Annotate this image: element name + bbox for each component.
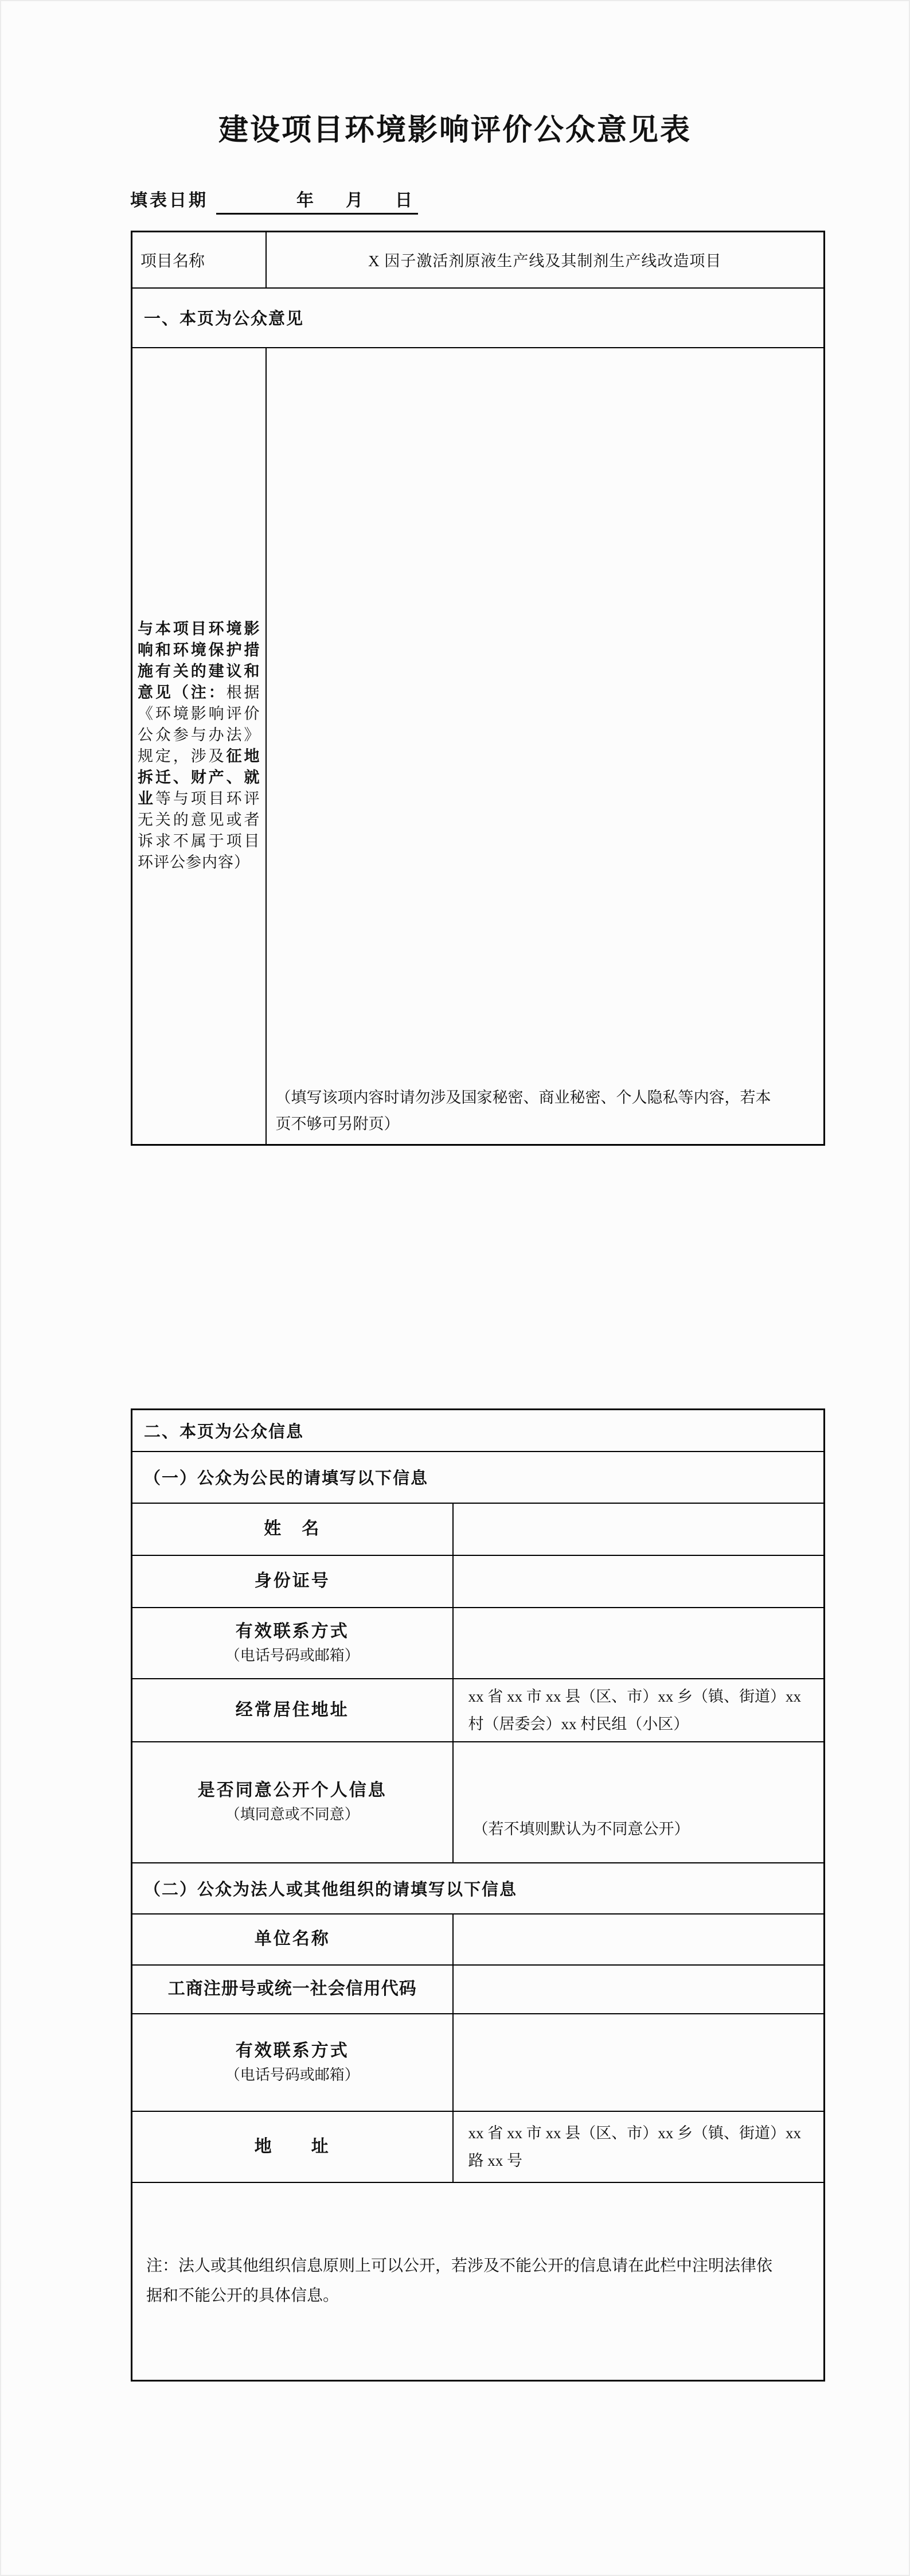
org-note-text: 注：法人或其他组织信息原则上可以公开，若涉及不能公开的信息请在此栏中注明法律依据和不能公开的具体信息。: [146, 2257, 773, 2305]
org-address-label-cell: [132, 2111, 453, 2182]
date-year-unit: 年: [296, 191, 314, 210]
section2-header: 二、本页为公众信息: [144, 1422, 304, 1441]
consent-value-cell[interactable]: [453, 1742, 825, 1863]
project-name-label-cell: [132, 232, 266, 288]
citizen-section-header-cell: [132, 1452, 825, 1503]
date-month-unit: 月: [346, 191, 363, 210]
section1-header-cell: [132, 288, 825, 348]
org-note-cell: [132, 2182, 825, 2381]
id-number-value-cell[interactable]: [453, 1555, 825, 1608]
name-label-cell: [132, 1503, 453, 1555]
org-contact-label-cell: [132, 2014, 453, 2111]
project-name-value: X 因子激活剂原液生产线及其制剂生产线改造项目: [368, 252, 722, 270]
org-section-header: （二）公众为法人或其他组织的请填写以下信息: [144, 1880, 518, 1899]
org-credit-code-label: 工商注册号或统一社会信用代码: [167, 1979, 417, 1998]
opinion-note-text: （填写该项内容时请勿涉及国家秘密、商业秘密、个人隐私等内容，若本页不够可另附页）: [275, 1089, 771, 1133]
residence-label: 经常居住地址: [235, 1700, 349, 1719]
residence-value-cell[interactable]: [453, 1679, 825, 1742]
id-number-label-cell: [132, 1555, 453, 1608]
org-name-value-cell[interactable]: [453, 1914, 825, 1965]
org-contact-value-cell[interactable]: [453, 2014, 825, 2111]
residence-label-cell: [132, 1679, 453, 1742]
fill-date-blank-field[interactable]: [216, 190, 418, 215]
consent-label: 是否同意公开个人信息: [197, 1781, 387, 1800]
org-contact-label: 有效联系方式: [235, 2041, 349, 2060]
section2-header-cell: [132, 1410, 825, 1452]
consent-sublabel: （填同意或不同意）: [225, 1806, 360, 1823]
citizen-contact-sublabel: （电话号码或邮箱）: [225, 1647, 360, 1664]
org-name-label-cell: [132, 1914, 453, 1965]
opinion-label-text: 与本项目环境影响和环境保护措施有关的建议和意见（注：根据《环境影响评价公众参与办法》规定，涉及征地拆迁、财产、就业等与项目环评无关的意见或者诉求不属于项目环评公参内容）: [138, 620, 260, 871]
date-day-unit: 日: [395, 191, 412, 210]
consent-label-cell: [132, 1742, 453, 1863]
opinion-label-cell: [132, 348, 266, 1145]
citizen-section-header: （一）公众为公民的请填写以下信息: [144, 1469, 429, 1488]
org-credit-code-label-cell: [132, 1965, 453, 2014]
residence-placeholder: xx 省 xx 市 xx 县（区、市）xx 乡（镇、街道）xx 村（居委会）xx 村民组（小区）: [468, 1687, 801, 1733]
fill-date-line: [130, 190, 418, 215]
citizen-contact-label: 有效联系方式: [235, 1621, 349, 1641]
citizen-contact-label-cell: [132, 1608, 453, 1679]
public-info-table: [131, 1408, 825, 2382]
consent-footnote: （若不填则默认为不同意公开）: [472, 1820, 690, 1838]
org-name-label: 单位名称: [254, 1929, 330, 1948]
fill-date-label: 填表日期: [130, 191, 208, 210]
org-address-label: 地 址: [254, 2137, 330, 2156]
project-name-label: 项目名称: [140, 252, 205, 270]
org-contact-sublabel: （电话号码或邮箱）: [225, 2066, 360, 2083]
id-number-label: 身份证号: [254, 1571, 330, 1590]
citizen-contact-value-cell[interactable]: [453, 1608, 825, 1679]
org-address-placeholder: xx 省 xx 市 xx 县（区、市）xx 乡（镇、街道）xx 路 xx 号: [468, 2124, 801, 2169]
name-label: 姓 名: [264, 1519, 321, 1538]
section1-header: 一、本页为公众意见: [144, 310, 304, 328]
org-section-header-cell: [132, 1863, 825, 1914]
page-title: 建设项目环境影响评价公众意见表: [218, 114, 692, 147]
project-name-value-cell[interactable]: [266, 232, 825, 288]
org-credit-code-value-cell[interactable]: [453, 1965, 825, 2014]
opinion-table: [131, 231, 825, 1146]
name-value-cell[interactable]: [453, 1503, 825, 1555]
org-address-value-cell[interactable]: [453, 2111, 825, 2182]
opinion-input-cell[interactable]: [266, 348, 825, 1145]
